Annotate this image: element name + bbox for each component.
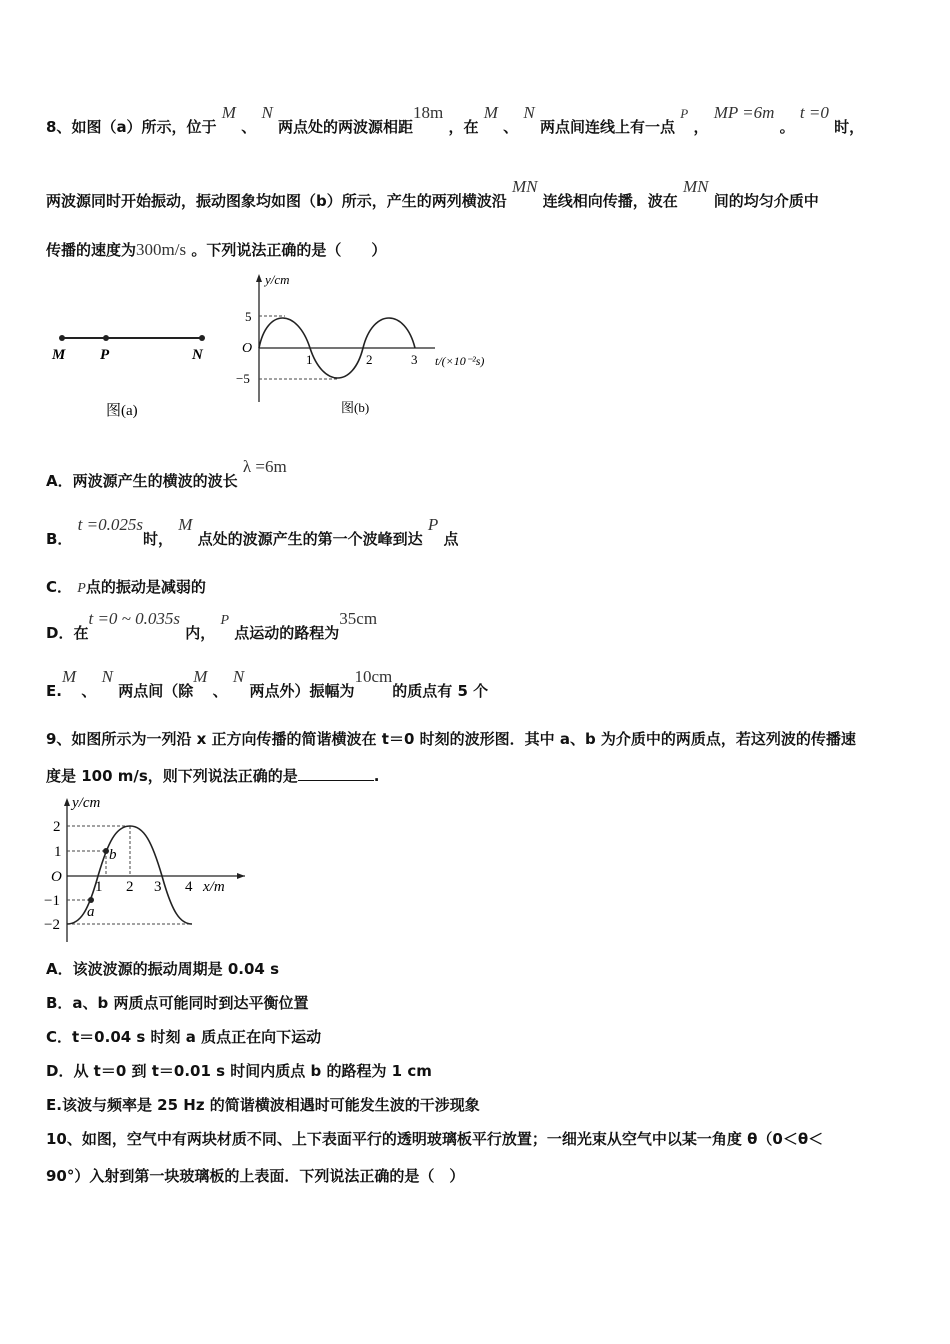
x-axis-label: t/(×10⁻²s) (435, 354, 485, 368)
origin-label: O (242, 341, 253, 356)
dot-p (103, 335, 109, 341)
point-b-label: b (109, 847, 117, 863)
q9-xtick-3: 3 (154, 879, 162, 895)
q9-xtick-2: 2 (126, 879, 134, 895)
q9-y-label: y/cm (72, 795, 101, 811)
q10-line2: 90°）入射到第一块玻璃板的上表面．下列说法正确的是（ ） (46, 1167, 465, 1185)
point-m: M (221, 103, 236, 122)
q9-origin: O (51, 869, 62, 885)
q9-option-c: C．t＝0.04 s 时刻 a 质点正在向下运动 (46, 1028, 322, 1046)
q8-option-e: E.M 、 N 两点间（除M 、 N 两点外）振幅为10cm的质点有 5 个 (46, 667, 489, 700)
q9-wave-curve (67, 826, 192, 924)
label-n: N (192, 347, 203, 363)
q8-option-a: A．两波源产生的横波的波长 λ =6m (46, 457, 287, 490)
caption-b: 图(b) (341, 400, 370, 415)
wavelength: λ =6m (242, 457, 287, 476)
q8-option-c: C． P点的振动是减弱的 (46, 578, 206, 596)
point-n: N (261, 103, 273, 122)
q9-ytick-neg2: −2 (44, 917, 60, 933)
q9-xtick-1: 1 (95, 879, 103, 895)
figure-a (40, 320, 230, 430)
distance-mn: 18m (413, 103, 444, 122)
q9-ytick-2: 2 (53, 819, 61, 835)
xtick-2: 2 (366, 352, 373, 367)
dot-m (59, 335, 65, 341)
mp-distance: MP =6m (713, 103, 775, 122)
q9-option-e: E.该波与频率是 25 Hz 的简谐横波相遇时可能发生波的干涉现象 (46, 1096, 480, 1114)
ytick-neg5: −5 (236, 371, 250, 386)
q9-option-a: A．该波波源的振动周期是 0.04 s (46, 960, 279, 978)
q8-number: 8、 (46, 118, 72, 136)
point-a-label: a (87, 904, 95, 920)
q9-ytick-neg1: −1 (44, 893, 60, 909)
wave-speed: 300m/s (136, 240, 187, 259)
point-p: P (680, 106, 689, 121)
t-zero: t =0 (799, 103, 829, 122)
q9-line1: 9、如图所示为一列沿 x 正方向传播的简谐横波在 t＝0 时刻的波形图．其中 a、b 为介质中的两质点，若这列波的传播速 (46, 730, 856, 748)
dot-n (199, 335, 205, 341)
q9-option-d: D．从 t＝0 到 t＝0.01 s 时间内质点 b 的路程为 1 cm (46, 1062, 432, 1080)
ytick-5: 5 (245, 309, 252, 324)
q9-option-b: B．a、b 两质点可能同时到达平衡位置 (46, 994, 309, 1012)
y-axis-label: y/cm (265, 272, 290, 287)
point-a-dot (88, 897, 94, 903)
label-p: P (100, 347, 110, 363)
q8-line2: 两波源同时开始振动，振动图象均如图（b）所示，产生的两列横波沿 MN 连线相向传播，波在 MN 间的均匀介质中 (46, 177, 819, 210)
q8-line1: 8、如图（a）所示，位于 M 、 N 两点处的两波源相距18m ，在 M 、 N 两点间连线上有一点 P ， MP =6m 。 t =0 时， (46, 103, 865, 136)
q10-line1: 10、如图，空气中有两块材质不同、上下表面平行的透明玻璃板平行放置；一细光束从空气中以某一角度 θ（0＜θ＜ (46, 1130, 824, 1148)
xtick-1: 1 (306, 352, 313, 367)
figure-q9-waveform (40, 792, 245, 952)
answer-blank (298, 766, 374, 781)
xtick-3: 3 (411, 352, 418, 367)
caption-a: 图(a) (106, 403, 138, 419)
q8-line3: 传播的速度为300m/s 。下列说法正确的是（ ） (46, 240, 387, 259)
q9-ytick-1: 1 (54, 844, 62, 860)
figure-b (225, 268, 525, 420)
q9-line2: 度是 100 m/s，则下列说法正确的是 . (46, 767, 380, 785)
q9-xtick-4: 4 (185, 879, 193, 895)
q8-option-b: B． t =0.025s时， M 点处的波源产生的第一个波峰到达 P 点 (46, 515, 459, 548)
q8-option-d: D．在t =0 ~ 0.035s 内， P 点运动的路程为35cm (46, 609, 378, 642)
label-m: M (52, 347, 66, 363)
q9-x-label: x/m (203, 879, 225, 895)
